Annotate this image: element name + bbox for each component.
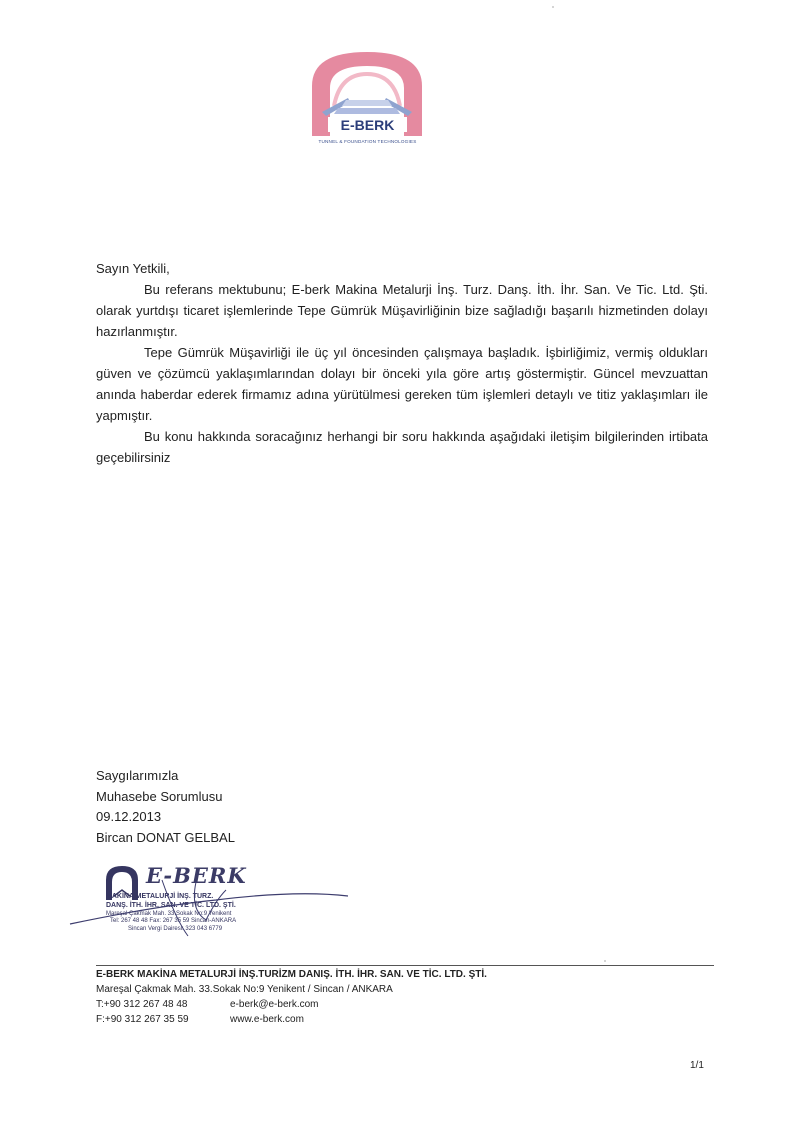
footer-divider [96,965,714,966]
stamp-address: Mareşal Çakmak Mah. 33.Sokak No:9 Yenikent [106,911,232,917]
footer-fax: F:+90 312 267 35 59 [96,1014,189,1025]
footer-website[interactable]: www.e-berk.com [230,1014,304,1025]
closing-block [96,766,235,848]
stamp-line-2: DANŞ. İTH. İHR. SAN. VE TİC. LTD. ŞTİ. [106,902,236,909]
stamp-brand: E-BERK [146,863,247,888]
footer-row-fax [96,1012,487,1027]
stamp-line-1: MAKİNA METALURJİ İNŞ. TURZ. [106,893,214,900]
footer-phone: T:+90 312 267 48 48 [96,999,188,1010]
footer-email[interactable]: e-berk@e-berk.com [230,999,319,1010]
signer-name: Bircan DONAT GELBAL [96,829,235,845]
footer-company: E-BERK MAKİNA METALURJİ İNŞ.TURİZM DANIŞ. İTH. İHR. SAN. VE TİC. LTD. ŞTİ. [96,969,487,980]
letter-body [96,258,708,468]
company-logo [300,46,435,148]
logo-tagline: TUNNEL & FOUNDATION TECHNOLOGIES [318,139,417,144]
logo-arch-icon [300,46,435,138]
company-stamp [66,860,356,940]
svg-text:E-BERK: E-BERK [340,117,395,133]
scan-speck [552,6,554,8]
footer-address: Mareşal Çakmak Mah. 33.Sokak No:9 Yenikent / Sincan / ANKARA [96,984,393,995]
paragraph-1: Bu referans mektubunu; E-berk Makina Metalurji İnş. Turz. Danş. İth. İhr. San. Ve Tic. Ltd. Şti. olarak yurtdışı ticaret işlemlerinde Tepe Gümrük Müşavirliğinin bize sağladığı başarılı hizmetinden dolayı hazırlanmıştır. [96,282,708,339]
signature-icon [66,860,356,940]
letter-date: 09.12.2013 [96,809,162,824]
stamp-phones: Tel: 267 48 48 Fax: 267 35 59 Sincan-ANKARA [110,918,237,924]
greeting: Sayın Yetkili, [96,261,170,276]
footer [96,967,487,1027]
paragraph-2: Tepe Gümrük Müşavirliği ile üç yıl öncesinden çalışmaya başladık. İşbirliğimiz, vermiş oldukları güven ve çözümcü yaklaşımlarından dolayı bir önceki yıla göre artış göstermiştir. Güncel mevzuattan anında haberdar ederek firmamız adına yürütülmesi gereken tüm işlemleri detaylı ve titiz yaklaşımları ile yapmıştır. [96,345,708,423]
footer-row-phone [96,997,487,1012]
signer-position: Muhasebe Sorumlusu [96,788,223,804]
stamp-tax: Sincan Vergi Dairesi: 323 043 6779 [128,926,223,932]
paragraph-3: Bu konu hakkında soracağınız herhangi bir soru hakkında aşağıdaki iletişim bilgilerinden irtibata geçebilirsiniz [96,429,708,465]
regards: Saygılarımızla [96,768,179,783]
scan-speck [604,960,606,962]
page-number: 1/1 [690,1060,704,1071]
